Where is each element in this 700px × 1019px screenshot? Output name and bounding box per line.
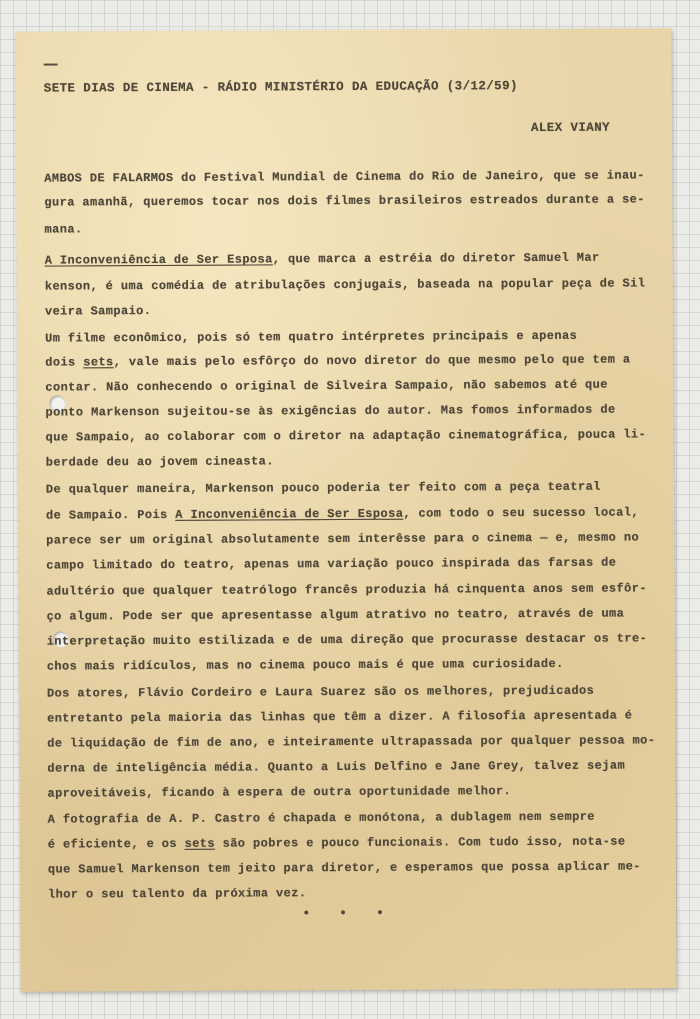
body-line: de Sampaio. Pois A Inconveniência de Ser Esposa, com todo o seu sucesso local, bbox=[45, 505, 639, 523]
body-line: é eficiente, e os sets são pobres e pouco funcionais. Com tudo isso, nota-se bbox=[47, 834, 626, 852]
author-name: ALEX VIANY bbox=[530, 120, 611, 136]
body-line: gura amanhã, queremos tocar nos dois filmes brasileiros estreados durante a se- bbox=[44, 192, 645, 210]
body-line: Dos atores, Flávio Cordeiro e Laura Suarez são os melhores, prejudicados bbox=[46, 683, 595, 701]
body-line: parece ser um original absolutamente sem interêsse para o cinema — e, mesmo no bbox=[46, 530, 640, 548]
body-line: contar. Não conhecendo o original de Silveira Sampaio, não sabemos até que bbox=[45, 377, 608, 395]
body-line: De qualquer maneira, Markenson pouco poderia ter feito com a peça teatral bbox=[45, 479, 601, 497]
body-line: ponto Markenson sujeitou-se às exigências do autor. Mas fomos informados de bbox=[45, 402, 616, 420]
body-line: interpretação muito estilizada e de uma direção que procurasse destacar os tre- bbox=[46, 631, 648, 649]
body-line: que Sampaio, ao colaborar com o diretor na adaptação cinematográfica, pouca li- bbox=[45, 427, 647, 445]
body-line: adultério que qualquer teatrólogo francês produzia há cinquenta anos sem esfôr- bbox=[46, 581, 647, 599]
body-line: campo limitado do teatro, apenas uma variação pouco inspirada das farsas de bbox=[46, 555, 617, 573]
body-line: derna de inteligência média. Quanto a Luis Delfino e Jane Grey, talvez sejam bbox=[47, 758, 626, 776]
typed-dash-mark bbox=[44, 64, 58, 66]
body-line: de liquidação de fim de ano, e inteiramente ultrapassada por qualquer pessoa mo- bbox=[47, 733, 656, 751]
body-line: entretanto pela maioria das linhas que têm a dizer. A filosofia apresentada é bbox=[47, 708, 633, 726]
body-line: A fotografia de A. P. Castro é chapada e monótona, a dublagem nem sempre bbox=[47, 809, 595, 827]
body-line: lhor o seu talento da próxima vez. bbox=[47, 886, 307, 902]
body-line: veira Sampaio. bbox=[44, 304, 152, 319]
body-line: chos mais ridículos, mas no cinema pouco mais é que uma curiosidade. bbox=[46, 656, 564, 674]
body-line: que Samuel Markenson tem jeito para diretor, e esperamos que possa aplicar me- bbox=[47, 859, 641, 877]
body-line: kenson, é uma comédia de atribulações conjugais, baseada na popular peça de Sil bbox=[44, 276, 646, 294]
end-mark: • • • bbox=[302, 905, 395, 923]
body-line: AMBOS DE FALARMOS do Festival Mundial de Cinema do Rio de Janeiro, que se inau- bbox=[44, 168, 645, 186]
body-line: aproveitáveis, ficando à espera de outra oportunidade melhor. bbox=[47, 784, 512, 801]
body-line: berdade deu ao jovem cineasta. bbox=[45, 454, 274, 470]
document-header: SETE DIAS DE CINEMA - RÁDIO MINISTÉRIO DA EDUCAÇÃO (3/12/59) bbox=[43, 79, 518, 96]
body-line: Um filme econômico, pois só tem quatro intérpretes principais e apenas bbox=[45, 328, 578, 346]
body-line: dois sets, vale mais pelo esfôrço do novo diretor do que mesmo pelo que tem a bbox=[45, 352, 631, 370]
body-line: ço algum. Pode ser que apresentasse algum atrativo no teatro, através de uma bbox=[46, 606, 625, 624]
body-line: A Inconveniência de Ser Esposa, que marca a estréia do diretor Samuel Mar bbox=[44, 250, 600, 268]
body-line: mana. bbox=[44, 222, 83, 237]
document-sheet bbox=[15, 28, 676, 991]
